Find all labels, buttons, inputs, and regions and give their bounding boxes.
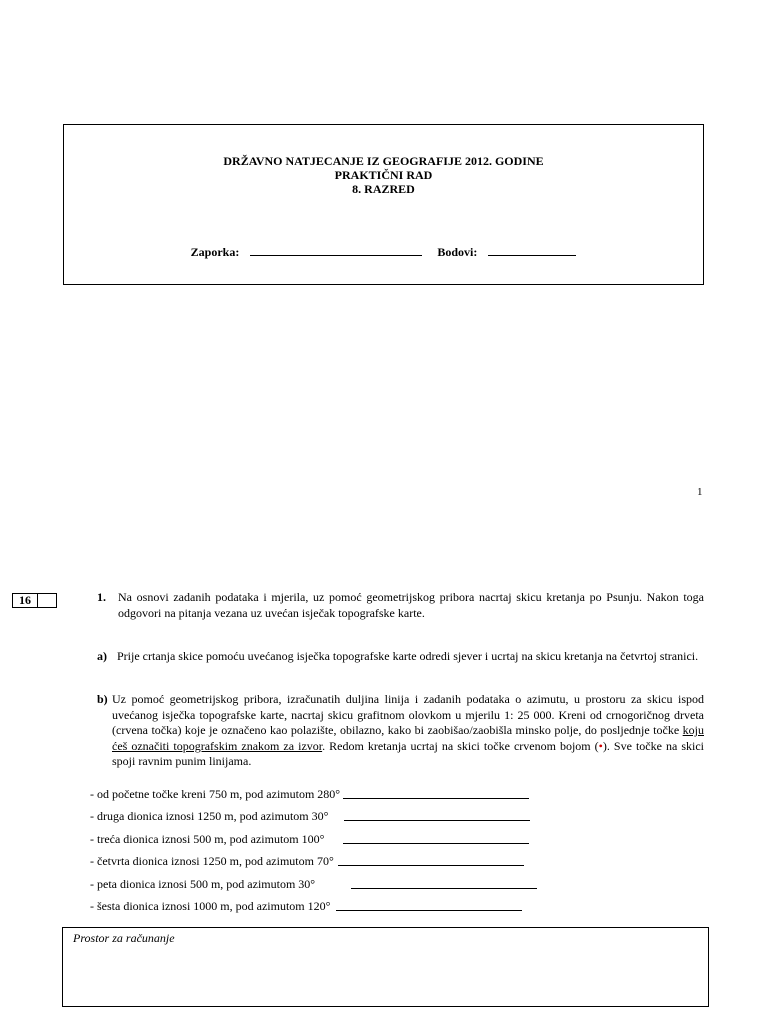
b-text-underlined: koju ćeš označiti topografskim znakom za izvor: [112, 723, 704, 753]
subquestion-b-text: [112, 692, 704, 770]
competition-title: DRŽAVNO NATJECANJE IZ GEOGRAFIJE 2012. GODINE: [223, 154, 544, 168]
list-item: [90, 892, 537, 915]
leg-4-answer-line[interactable]: [338, 864, 524, 866]
zaporka-label: Zaporka:: [190, 245, 240, 259]
grade-label: 8. RAZRED: [352, 182, 415, 196]
bodovi-field[interactable]: [488, 245, 576, 256]
leg-3-answer-line[interactable]: [343, 842, 529, 844]
leg-3-text: - treća dionica iznosi 500 m, pod azimutom 100°: [90, 831, 325, 846]
list-item: [90, 847, 537, 870]
b-text-part3: ). Sve točke na skici spoji ravnim punim linijama.: [112, 738, 704, 768]
leg-2-text: - druga dionica iznosi 1250 m, pod azimutom 30°: [90, 809, 329, 823]
zaporka-row: [64, 245, 703, 260]
zaporka-field[interactable]: [250, 245, 422, 256]
page-number: 1: [697, 486, 703, 498]
question-number: 1.: [97, 590, 106, 604]
subquestion-a-label: a): [97, 649, 107, 663]
list-item: [90, 824, 537, 847]
subquestion-b-label: b): [97, 692, 108, 706]
b-text-part2: . Redom kretanja ucrtaj na skici točke crvenom bojom (: [322, 738, 599, 753]
header-box: [63, 124, 704, 285]
list-item: [90, 869, 537, 892]
bodovi-label: Bodovi:: [437, 245, 478, 259]
b-text-part1: Uz pomoć geometrijskog pribora, izračunatih duljina linija i zadanih podataka o azimutu, u prostoru za skicu ispod uvećanog isječka topografske karte, nacrtaj skicu grafitnom olovkom u mjerilu 1: 25 000. Kreni od crnogoričnog drveta (crvena točka) koje je označeno kao polazište, obilazno, kako bi zaobišao/zaobišla minsko polje, do posljednje točke: [112, 692, 704, 737]
subquestion-a-text: [112, 649, 704, 665]
leg-6-answer-line[interactable]: [336, 909, 522, 911]
leg-5-text: - peta dionica iznosi 500 m, pod azimutom 30°: [90, 876, 316, 891]
subquestion-a-body: Prije crtanja skice pomoću uvećanog isječka topografske karte odredi sjever i ucrtaj na skicu kretanja na četvrtoj stranici.: [117, 649, 699, 663]
leg-1-text: - od početne točke kreni 750 m, pod azimutom 280°: [90, 786, 341, 801]
leg-5-answer-line[interactable]: [351, 887, 537, 889]
calculation-area-title: Prostor za računanje: [73, 931, 175, 945]
red-dot-symbol: •: [598, 738, 603, 753]
leg-1-answer-line[interactable]: [343, 797, 529, 799]
list-item: [90, 779, 537, 802]
awarded-points-field[interactable]: [38, 594, 56, 607]
max-points: 16: [13, 594, 38, 607]
list-item: [90, 802, 537, 825]
paper-type: PRAKTIČNI RAD: [334, 168, 433, 182]
points-box: [12, 593, 57, 608]
calculation-area[interactable]: [62, 927, 709, 1007]
question-text: Na osnovi zadanih podataka i mjerila, uz pomoć geometrijskog pribora nacrtaj skicu kretanja po Psunju. Nakon toga odgovori na pitanja vezana uz uvećan isječak topografske karte.: [118, 590, 704, 620]
leg-2-answer-line[interactable]: [344, 819, 530, 821]
leg-6-text: - šesta dionica iznosi 1000 m, pod azimutom 120°: [90, 899, 331, 913]
leg-4-text: - četvrta dionica iznosi 1250 m, pod azimutom 70°: [90, 854, 334, 868]
route-legs-list: [90, 779, 537, 914]
